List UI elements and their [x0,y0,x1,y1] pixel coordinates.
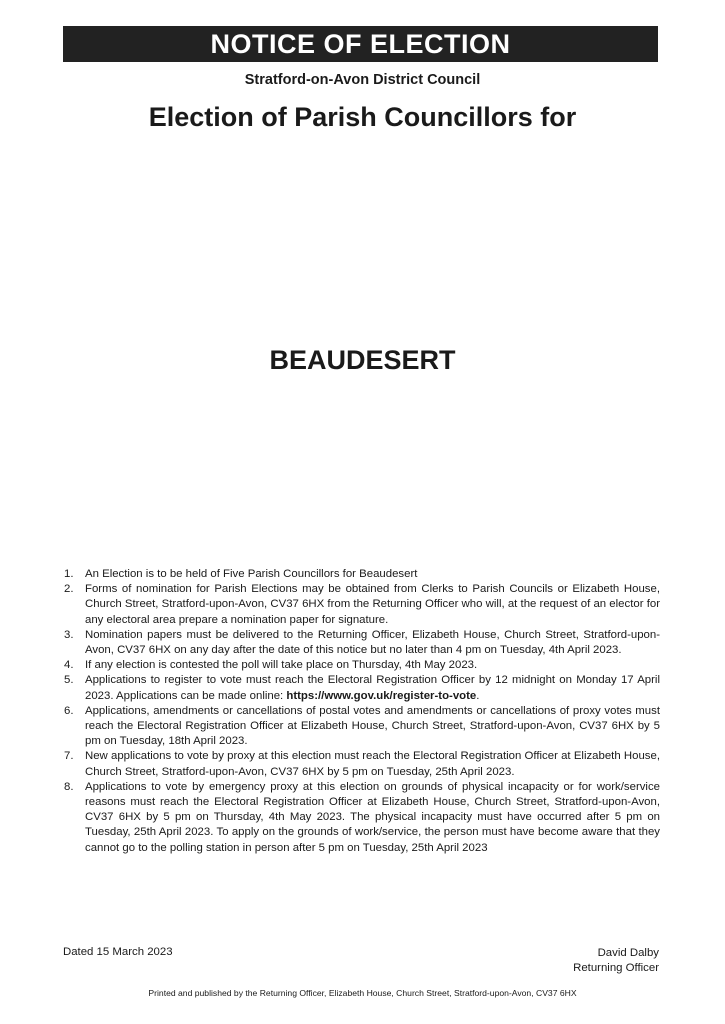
notice-banner: NOTICE OF ELECTION [63,26,658,62]
note-text: New applications to vote by proxy at this election must reach the Electoral Registration Officer at Elizabeth House, Church Street, Stratford-upon-Avon, CV37 6HX by 5 pm on Tuesday, 25th April 2023. [85,750,660,778]
election-notes-list [64,567,660,856]
note-text: Forms of nomination for Parish Elections may be obtained from Clerks to Parish Councils or Elizabeth House, Church Street, Stratford-upon-Avon, CV37 6HX from the Returning Officer who will, at the request of an elector for any electoral area prepare a nomination paper for signature. [85,583,660,626]
note-item [64,704,660,750]
note-text: Applications to vote by emergency proxy at this election on grounds of physical incapacity or for work/service reasons must reach the Electoral Registration Officer at Elizabeth House, Church Street, Stratford-upon-Avon, CV37 6HX by 5 pm on Thursday, 4th May 2023. The physical incapacity must have occurred after 5 pm on Tuesday, 25th April 2023. To apply on the grounds of work/service, the person must have become aware that they cannot go to the polling station in person after 5 pm on Tuesday, 25th April 2023 [85,780,660,854]
note-number: 6. [64,704,74,717]
note-number: 1. [64,568,74,580]
register-to-vote-link[interactable]: https://www.gov.uk/register-to-vote [286,689,477,702]
note-number: 5. [64,674,74,687]
note-number: 4. [64,659,74,672]
note-number: 3. [64,628,74,641]
note-item [64,628,660,658]
date-line: Dated 15 March 2023 [63,946,173,958]
council-name: Stratford-on-Avon District Council [244,72,481,88]
note-item [64,749,660,779]
note-number: 7. [64,750,74,763]
note-item [64,567,660,582]
note-text-end: . [476,689,480,702]
parish-name: BEAUDESERT [269,345,456,375]
note-item [64,658,660,673]
note-text: If any election is contested the poll will take place on Thursday, 4th May 2023. [85,659,478,672]
printed-by-footer: Printed and published by the Returning Officer, Elizabeth House, Church Street, Stratford-upon-Avon, CV37 6HX [148,988,577,998]
officer-name: David Dalby [597,947,659,959]
note-text: Nomination papers must be delivered to the Returning Officer, Elizabeth House, Church Street, Stratford-upon-Avon, CV37 6HX on any day after the date of this notice but no later than 4 pm on Tuesday, 4th April 2023. [85,628,660,657]
election-title: Election of Parish Councillors for [148,102,577,132]
note-text: An Election is to be held of Five Parish Councillors for Beaudesert [85,568,418,580]
note-text: Applications to register to vote must reach the Electoral Registration Officer by 12 midnight on Monday 17 April 2023. Applications can be made online: [85,674,660,702]
note-item [64,780,660,856]
signoff-block [573,946,659,976]
note-item [64,582,660,628]
note-text: Applications, amendments or cancellations of postal votes and amendments or cancellations of proxy votes must reach the Electoral Registration Officer at Elizabeth House, Church Street, Stratford-upon-Avon, CV37 6HX by 5 pm on Tuesday, 18th April 2023. [85,704,660,748]
officer-title: Returning Officer [573,962,659,975]
note-item [64,673,660,703]
note-number: 2. [64,583,74,596]
note-number: 8. [64,780,74,793]
